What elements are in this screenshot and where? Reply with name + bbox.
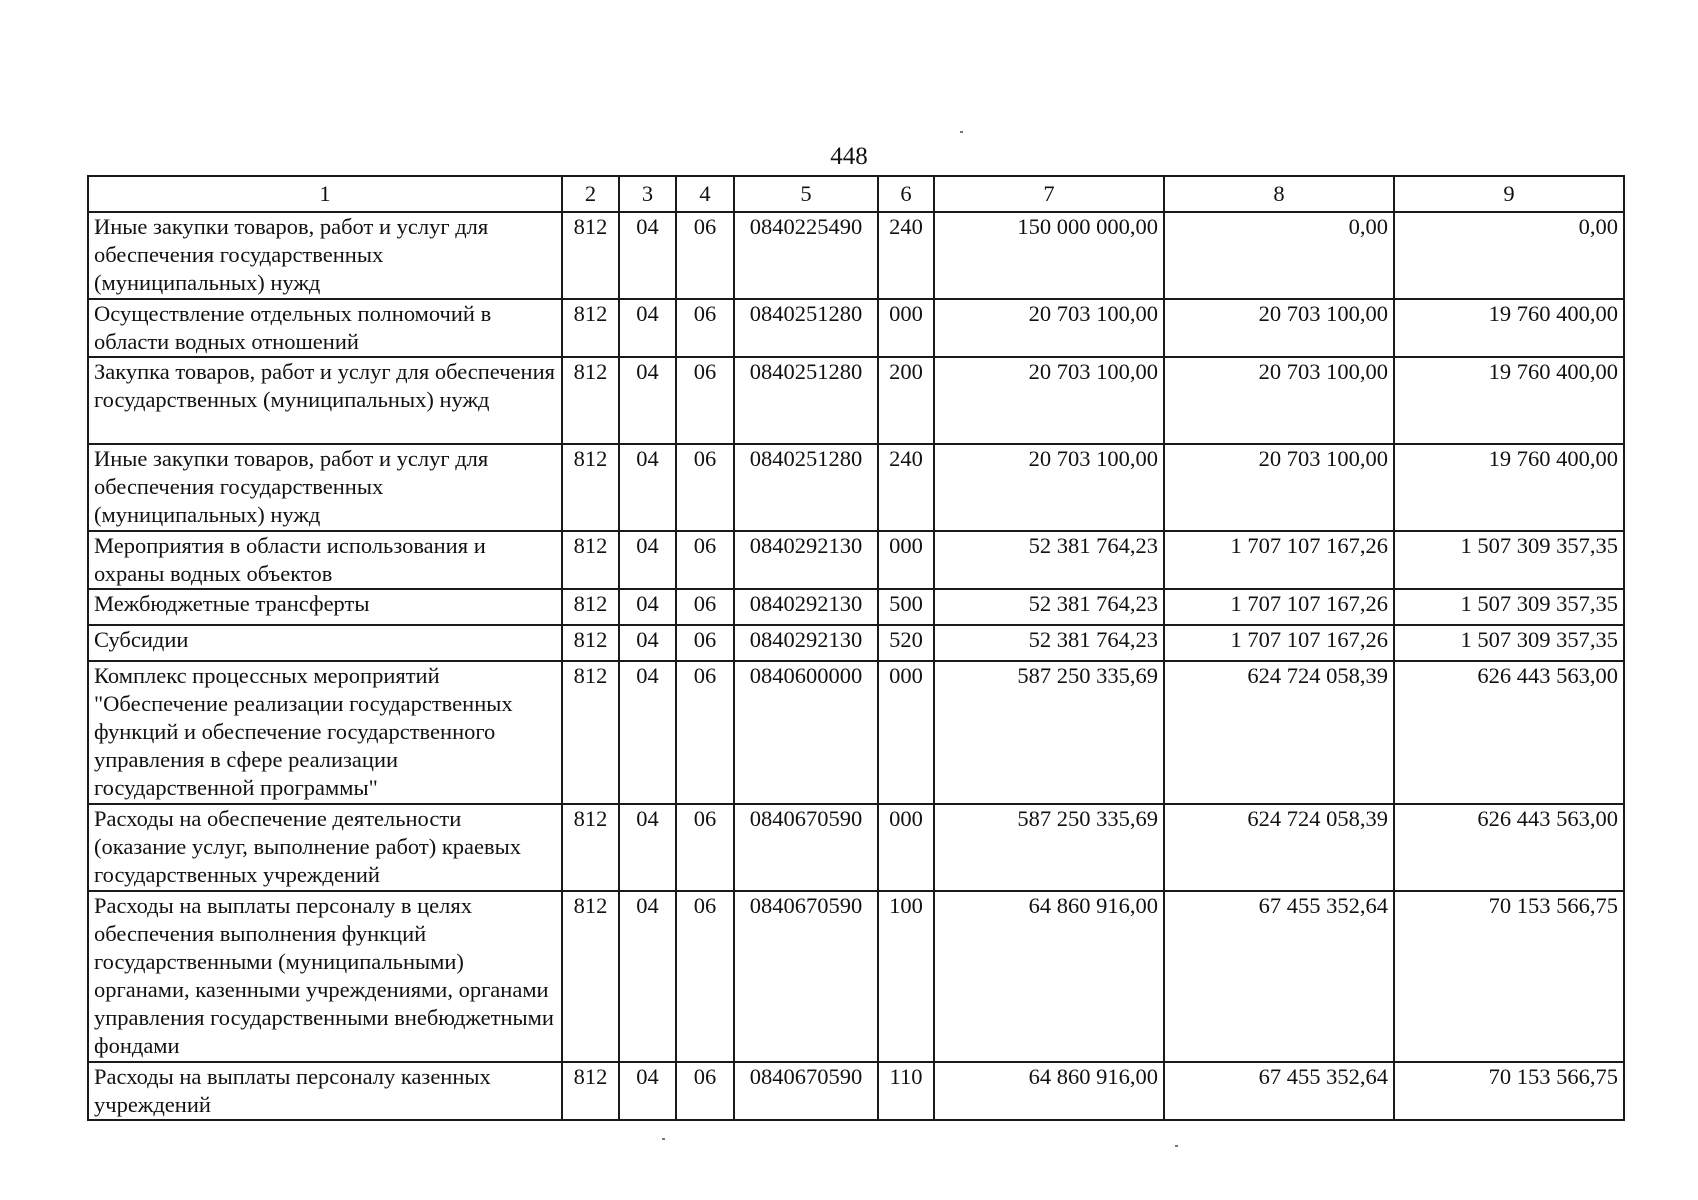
row-code-5-cell: 0840251280	[734, 299, 878, 357]
row-amount-7-cell: 20 703 100,00	[934, 299, 1164, 357]
row-code-5-cell: 0840225490	[734, 212, 878, 299]
row-amount-9-cell: 1 507 309 357,35	[1394, 625, 1624, 661]
row-amount-9-cell: 70 153 566,75	[1394, 1062, 1624, 1120]
row-code-2-cell: 812	[562, 891, 619, 1062]
table-row	[88, 444, 1624, 531]
row-code-5-cell: 0840670590	[734, 891, 878, 1062]
row-code-6-cell: 110	[878, 1062, 934, 1120]
row-code-4-cell: 06	[676, 444, 734, 531]
row-amount-9-cell: 19 760 400,00	[1394, 299, 1624, 357]
row-code-5-cell: 0840292130	[734, 589, 878, 625]
row-code-5-cell: 0840292130	[734, 625, 878, 661]
row-code-5-cell: 0840292130	[734, 531, 878, 589]
row-code-5-cell: 0840251280	[734, 357, 878, 444]
row-code-3-cell: 04	[619, 531, 676, 589]
row-code-6-cell: 000	[878, 531, 934, 589]
row-amount-7-cell: 587 250 335,69	[934, 804, 1164, 891]
row-name-cell: Расходы на обеспечение деятельности (оказание услуг, выполнение работ) краевых государственных учреждений	[88, 804, 562, 891]
row-code-3-cell: 04	[619, 444, 676, 531]
header-row	[88, 176, 1624, 212]
row-code-2-cell: 812	[562, 444, 619, 531]
row-amount-9-cell: 1 507 309 357,35	[1394, 531, 1624, 589]
row-amount-7-cell: 20 703 100,00	[934, 444, 1164, 531]
row-code-4-cell: 06	[676, 891, 734, 1062]
row-amount-9-cell: 626 443 563,00	[1394, 804, 1624, 891]
column-header-7: 7	[934, 176, 1164, 212]
row-code-6-cell: 000	[878, 804, 934, 891]
row-amount-9-cell: 70 153 566,75	[1394, 891, 1624, 1062]
row-name-cell: Расходы на выплаты персоналу казенных учреждений	[88, 1062, 562, 1120]
row-code-4-cell: 06	[676, 299, 734, 357]
row-amount-9-cell: 1 507 309 357,35	[1394, 589, 1624, 625]
table-row	[88, 661, 1624, 804]
row-code-6-cell: 240	[878, 212, 934, 299]
row-amount-7-cell: 64 860 916,00	[934, 891, 1164, 1062]
row-amount-8-cell: 20 703 100,00	[1164, 444, 1394, 531]
table-row	[88, 804, 1624, 891]
row-code-3-cell: 04	[619, 891, 676, 1062]
row-amount-7-cell: 587 250 335,69	[934, 661, 1164, 804]
column-header-5: 5	[734, 176, 878, 212]
row-code-2-cell: 812	[562, 589, 619, 625]
row-code-3-cell: 04	[619, 299, 676, 357]
row-code-5-cell: 0840251280	[734, 444, 878, 531]
row-amount-7-cell: 64 860 916,00	[934, 1062, 1164, 1120]
column-header-8: 8	[1164, 176, 1394, 212]
column-header-2: 2	[562, 176, 619, 212]
row-code-6-cell: 000	[878, 661, 934, 804]
row-amount-7-cell: 52 381 764,23	[934, 625, 1164, 661]
row-name-cell: Субсидии	[88, 625, 562, 661]
scan-speck	[960, 131, 963, 133]
row-code-3-cell: 04	[619, 1062, 676, 1120]
row-code-4-cell: 06	[676, 661, 734, 804]
row-code-3-cell: 04	[619, 357, 676, 444]
row-amount-8-cell: 20 703 100,00	[1164, 299, 1394, 357]
row-amount-9-cell: 19 760 400,00	[1394, 357, 1624, 444]
budget-table	[87, 175, 1625, 1121]
column-header-1: 1	[88, 176, 562, 212]
row-amount-7-cell: 52 381 764,23	[934, 589, 1164, 625]
row-code-2-cell: 812	[562, 1062, 619, 1120]
row-amount-8-cell: 67 455 352,64	[1164, 891, 1394, 1062]
row-amount-8-cell: 1 707 107 167,26	[1164, 625, 1394, 661]
row-amount-8-cell: 67 455 352,64	[1164, 1062, 1394, 1120]
row-name-cell: Иные закупки товаров, работ и услуг для обеспечения государственных (муниципальных) нужд	[88, 444, 562, 531]
page-number: 448	[830, 143, 868, 170]
column-header-6: 6	[878, 176, 934, 212]
row-code-5-cell: 0840600000	[734, 661, 878, 804]
column-header-9: 9	[1394, 176, 1624, 212]
row-name-cell: Комплекс процессных мероприятий "Обеспечение реализации государственных функций и обеспечение государственного управления в сфере реализации государственной программы"	[88, 661, 562, 804]
row-name-cell: Иные закупки товаров, работ и услуг для обеспечения государственных (муниципальных) нужд	[88, 212, 562, 299]
table-row	[88, 299, 1624, 357]
row-code-3-cell: 04	[619, 212, 676, 299]
row-amount-8-cell: 0,00	[1164, 212, 1394, 299]
row-code-2-cell: 812	[562, 625, 619, 661]
row-code-3-cell: 04	[619, 804, 676, 891]
row-amount-9-cell: 0,00	[1394, 212, 1624, 299]
row-code-6-cell: 240	[878, 444, 934, 531]
row-code-4-cell: 06	[676, 531, 734, 589]
table-row	[88, 212, 1624, 299]
row-name-cell: Расходы на выплаты персоналу в целях обеспечения выполнения функций государственными (муниципальными) органами, казенными учреждениями, органами управления государственными внебюджетными фондами	[88, 891, 562, 1062]
row-amount-8-cell: 1 707 107 167,26	[1164, 531, 1394, 589]
row-amount-8-cell: 20 703 100,00	[1164, 357, 1394, 444]
row-code-6-cell: 520	[878, 625, 934, 661]
row-code-2-cell: 812	[562, 661, 619, 804]
row-code-4-cell: 06	[676, 625, 734, 661]
row-amount-8-cell: 624 724 058,39	[1164, 804, 1394, 891]
row-code-5-cell: 0840670590	[734, 1062, 878, 1120]
table-row	[88, 531, 1624, 589]
row-amount-7-cell: 20 703 100,00	[934, 357, 1164, 444]
row-amount-7-cell: 150 000 000,00	[934, 212, 1164, 299]
row-code-6-cell: 200	[878, 357, 934, 444]
row-code-4-cell: 06	[676, 357, 734, 444]
row-code-2-cell: 812	[562, 212, 619, 299]
table-body	[88, 212, 1624, 1120]
row-code-2-cell: 812	[562, 357, 619, 444]
table-row	[88, 891, 1624, 1062]
scan-speck	[662, 1138, 665, 1140]
table-row	[88, 357, 1624, 444]
row-name-cell: Межбюджетные трансферты	[88, 589, 562, 625]
row-code-5-cell: 0840670590	[734, 804, 878, 891]
row-code-4-cell: 06	[676, 1062, 734, 1120]
row-code-2-cell: 812	[562, 299, 619, 357]
row-code-2-cell: 812	[562, 531, 619, 589]
row-code-3-cell: 04	[619, 625, 676, 661]
row-amount-9-cell: 19 760 400,00	[1394, 444, 1624, 531]
row-code-4-cell: 06	[676, 804, 734, 891]
row-amount-7-cell: 52 381 764,23	[934, 531, 1164, 589]
table-row	[88, 1062, 1624, 1120]
row-name-cell: Мероприятия в области использования и охраны водных объектов	[88, 531, 562, 589]
row-code-6-cell: 000	[878, 299, 934, 357]
row-code-6-cell: 100	[878, 891, 934, 1062]
row-amount-9-cell: 626 443 563,00	[1394, 661, 1624, 804]
row-code-4-cell: 06	[676, 589, 734, 625]
row-code-2-cell: 812	[562, 804, 619, 891]
row-code-3-cell: 04	[619, 661, 676, 804]
column-header-3: 3	[619, 176, 676, 212]
row-name-cell: Осуществление отдельных полномочий в области водных отношений	[88, 299, 562, 357]
table-row	[88, 589, 1624, 625]
column-header-4: 4	[676, 176, 734, 212]
row-amount-8-cell: 1 707 107 167,26	[1164, 589, 1394, 625]
row-amount-8-cell: 624 724 058,39	[1164, 661, 1394, 804]
row-code-3-cell: 04	[619, 589, 676, 625]
row-code-6-cell: 500	[878, 589, 934, 625]
row-name-cell: Закупка товаров, работ и услуг для обеспечения государственных (муниципальных) нужд	[88, 357, 562, 444]
row-code-4-cell: 06	[676, 212, 734, 299]
scan-speck	[1175, 1145, 1178, 1147]
table-row	[88, 625, 1624, 661]
